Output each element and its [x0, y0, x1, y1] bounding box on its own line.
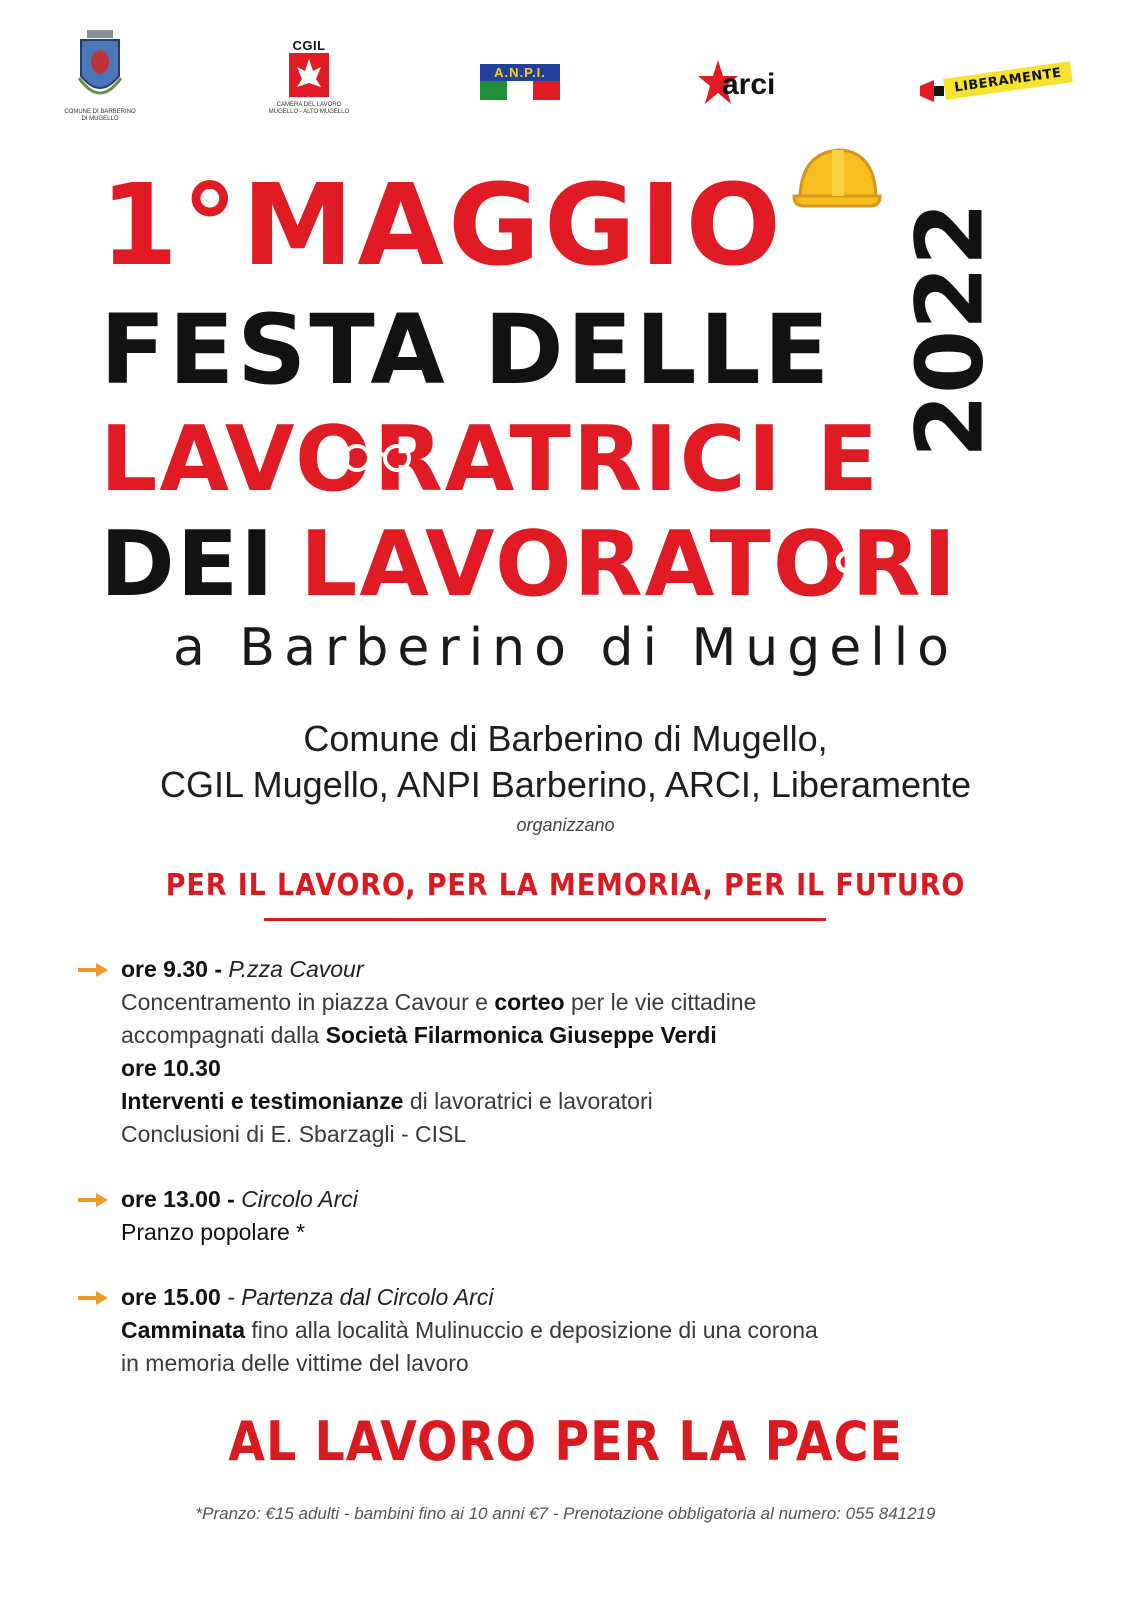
- title-line-4b: LAVORATORI: [300, 512, 959, 617]
- title-line-2: FESTA DELLE: [100, 294, 833, 406]
- event-2-header: ore 10.30: [121, 1055, 221, 1081]
- year-text: 2022: [896, 201, 1004, 459]
- event-3-line-1: Pranzo popolare *: [121, 1219, 306, 1245]
- title-line-4a: DEI: [100, 512, 276, 617]
- arrow-icon: [78, 1291, 108, 1305]
- cgil-lily-icon: [289, 53, 329, 97]
- logo-arci: [698, 58, 778, 110]
- arrow-icon: [78, 1193, 108, 1207]
- anpi-name: A.N.P.I.: [480, 64, 560, 81]
- event-4-header: ore 15.00 - Partenza dal Circolo Arci: [121, 1284, 494, 1310]
- comune-caption: COMUNE DI BARBERINO DI MUGELLO: [64, 109, 136, 122]
- event-4-line-1: Camminata fino alla località Mulinuccio e deposizione di una corona: [121, 1317, 818, 1343]
- footnote: *Pranzo: €15 adulti - bambini fino ai 10 anni €7 - Prenotazione obbligatoria al numero: 055 841219: [195, 1504, 936, 1523]
- title-line-3: LAVORATRICI E: [100, 407, 880, 512]
- title-year: [896, 165, 1004, 495]
- closing-slogan: AL LAVORO PER LA PACE: [228, 1410, 903, 1473]
- title-line-1: 1°MAGGIO: [100, 161, 785, 291]
- logo-cgil: [268, 38, 350, 116]
- organizers-line-1: Comune di Barberino di Mugello,: [303, 718, 828, 759]
- event-1-line-1: Concentramento in piazza Cavour e corteo per le vie cittadine: [121, 989, 757, 1015]
- glasses-icon: [340, 444, 414, 472]
- logo-liberamente: [918, 62, 1063, 106]
- cgil-caption: CAMERA DEL LAVORO MUGELLO - ALTO MUGELLO: [268, 102, 350, 115]
- logo-anpi: [480, 64, 560, 100]
- slogan-underline: [264, 918, 826, 921]
- organizers-line-2: CGIL Mugello, ANPI Barberino, ARCI, Liberamente: [159, 764, 972, 805]
- event-1-header: ore 9.30 - P.zza Cavour: [121, 956, 364, 982]
- liberamente-name: LIBERAMENTE: [943, 61, 1073, 100]
- comune-crest-icon: [75, 28, 125, 104]
- italian-flag-icon: [480, 81, 560, 100]
- megaphone-icon: [918, 78, 946, 104]
- arrow-icon: [78, 963, 108, 977]
- subtitle: a Barberino di Mugello: [173, 618, 958, 678]
- gear-icon: [823, 538, 871, 586]
- event-2-line-2: Conclusioni di E. Sbarzagli - CISL: [121, 1121, 467, 1147]
- hard-hat-icon: [792, 140, 882, 220]
- logo-comune: [62, 28, 138, 123]
- event-1-line-2: accompagnati dalla Società Filarmonica Giuseppe Verdi: [121, 1022, 717, 1048]
- event-4-line-2: in memoria delle vittime del lavoro: [121, 1350, 469, 1376]
- cgil-name: CGIL: [292, 38, 326, 53]
- organizers-note: organizzano: [516, 815, 615, 835]
- slogan: PER IL LAVORO, PER LA MEMORIA, PER IL FUTURO: [165, 868, 966, 903]
- arci-name: arci: [722, 68, 776, 101]
- event-2-line-1: Interventi e testimonianze di lavoratrici e lavoratori: [121, 1088, 653, 1114]
- event-3-header: ore 13.00 - Circolo Arci: [121, 1186, 358, 1212]
